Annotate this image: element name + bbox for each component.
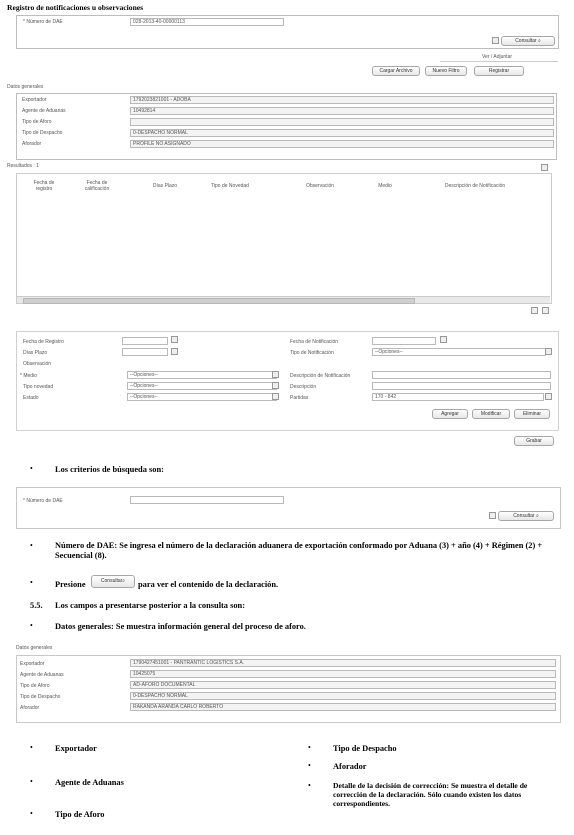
search-example-panel	[16, 487, 561, 529]
list-item: Agente de Aduanas	[55, 778, 124, 787]
col-header: Tipo de Novedad	[211, 183, 249, 189]
estado-select[interactable]: --Opciones--	[127, 393, 277, 401]
eliminar-button[interactable]: Eliminar	[514, 409, 550, 419]
chevron-down-icon[interactable]	[545, 348, 552, 355]
ff-label: Fecha de Notificación	[290, 339, 339, 345]
form-title: Registro de notificaciones u observaciones	[7, 3, 144, 12]
consultar-inline-button: Consultar⌕	[91, 575, 135, 588]
descripcion-input[interactable]	[372, 382, 551, 390]
dae-input[interactable]	[130, 496, 284, 504]
tipo-novedad-select[interactable]: --Opciones--	[127, 382, 277, 390]
calendar-icon[interactable]	[171, 336, 178, 343]
chevron-down-icon[interactable]	[545, 393, 552, 400]
criterios-text: Los criterios de búsqueda son:	[55, 465, 164, 474]
search-icon: ⌕	[122, 578, 126, 584]
dg2-label: Aforador	[20, 705, 40, 711]
search-icon: ⌕	[535, 513, 539, 519]
bullet: •	[30, 578, 33, 587]
desc-notificacion-input[interactable]	[372, 371, 551, 379]
registrar-button[interactable]: Registrar	[474, 66, 524, 76]
agregar-button[interactable]: Agregar	[432, 409, 468, 419]
bullet: •	[30, 777, 33, 786]
dg2-value: AD-AFORO DOCUMENTAL	[130, 681, 556, 689]
horizontal-scrollbar[interactable]	[17, 296, 550, 303]
dg-label: Tipo de Despacho	[22, 130, 63, 136]
presione-text: Presione	[55, 580, 86, 589]
dg-value	[130, 118, 554, 126]
col-header: Medio	[378, 183, 392, 189]
dg2-label: Tipo de Aforo	[20, 683, 50, 689]
chevron-down-icon[interactable]	[272, 393, 279, 400]
ff-label: Partidas	[290, 395, 309, 401]
partidas-select[interactable]: 170 - 842	[372, 393, 544, 401]
ff-label: Descripción	[290, 384, 317, 390]
dg2-title: Datos generales	[16, 645, 53, 651]
list-item: Detalle de la decisión de corrección: Se muestra el detalle de corrección de la declaración. Sólo cuando existen los datos correspondientes.	[333, 781, 528, 808]
grid-icon[interactable]	[531, 307, 538, 314]
col-header: Descripción de Notificación	[444, 183, 506, 189]
dg-label: Aforador	[22, 141, 42, 147]
dae-search-panel	[16, 15, 559, 49]
datos-generales-title: Datos generales	[7, 84, 44, 90]
ff-label: Estado	[23, 395, 39, 401]
dg-label: Agente de Aduanas	[22, 108, 66, 114]
dg-value: 10492814	[130, 107, 554, 115]
bullet: •	[30, 464, 33, 473]
bullet: •	[308, 761, 311, 770]
results-grid	[16, 173, 552, 304]
ff-label: * Medio	[20, 373, 37, 379]
collapse-icon[interactable]	[541, 164, 548, 171]
col-header: Fecha de registro	[33, 180, 55, 192]
ff-label: Días Plazo	[23, 350, 48, 356]
datos-generales-text: Datos generales: Se muestra información general del proceso de aforo.	[55, 622, 306, 631]
resultados-label: Resultados : 1	[7, 163, 39, 169]
dg2-value: 10425075	[130, 670, 556, 678]
nuevo-filtro-button[interactable]: Nuevo Filtro	[425, 66, 467, 76]
settings-icon[interactable]	[542, 307, 549, 314]
help-icon[interactable]	[492, 37, 499, 44]
presione-post-text: para ver el contenido de la declaración.	[138, 580, 279, 589]
fecha-notificacion-input[interactable]	[372, 337, 436, 345]
consultar-button[interactable]: Consultar ⌕	[498, 511, 554, 521]
dg-value: PROFILE NO ASIGNADO	[130, 140, 554, 148]
bullet: •	[30, 621, 33, 630]
dg2-label: Agente de Aduanas	[20, 672, 64, 678]
consultar-button[interactable]: Consultar ⌕	[501, 36, 555, 46]
section-number: 5.5.	[30, 601, 43, 610]
dg2-label: Exportador	[20, 661, 45, 667]
ff-label: Tipo de Notificación	[290, 350, 334, 356]
col-header: Fecha de calificación	[84, 180, 110, 192]
fecha-registro-input[interactable]	[122, 337, 168, 345]
dg2-value: RAKANDA ARANDA CARLO ROBERTO	[130, 703, 556, 711]
ff-label: Fecha de Registro	[23, 339, 64, 345]
bullet: •	[30, 743, 33, 752]
chevron-down-icon[interactable]	[272, 371, 279, 378]
dg-label: Tipo de Aforo	[22, 119, 52, 125]
medio-select[interactable]: --Opciones--	[127, 371, 277, 379]
search-icon: ⌕	[537, 38, 541, 44]
ff-label: Observación	[23, 361, 52, 367]
list-item: Tipo de Aforo	[55, 810, 105, 819]
col-header: Días Plazo	[152, 183, 178, 189]
bullet: •	[308, 781, 311, 790]
numero-dae-text: Número de DAE: Se ingresa el número de la declaración aduanera de exportación conformado por Aduana (3) + año (4) + Régimen (2) + Secuencial (8).	[55, 541, 543, 560]
tipo-notificacion-select[interactable]: --Opciones--	[372, 348, 546, 356]
section-text: Los campos a presentarse posterior a la consulta son:	[55, 601, 245, 610]
ff-label: Descripción de Notificación	[290, 373, 351, 379]
dg2-label: Tipo de Despacho	[20, 694, 61, 700]
dg2-value: 0-DESPACHO NORMAL	[130, 692, 556, 700]
dae-label: * Número de DAE	[23, 498, 63, 504]
ff-label: Tipo novedad	[23, 384, 54, 390]
bullet: •	[308, 743, 311, 752]
dae-label: * Número de DAE	[23, 19, 63, 25]
dias-plazo-input[interactable]	[122, 348, 168, 356]
dg-value: 0-DESPACHO NORMAL	[130, 129, 554, 137]
list-item: Aforador	[333, 762, 367, 771]
cargar-archivo-button[interactable]: Cargar Archivo	[372, 66, 420, 76]
chevron-down-icon[interactable]	[272, 382, 279, 389]
dg-label: Exportador	[22, 97, 47, 103]
help-icon[interactable]	[489, 512, 496, 519]
dg-value: 1792023821001 - ADOBA	[130, 96, 554, 104]
grabar-button[interactable]: Grabar	[514, 436, 554, 446]
calendar-icon[interactable]	[171, 348, 178, 355]
ver-adjuntar-link[interactable]: Ver / Adjuntar	[482, 54, 513, 60]
list-item: Tipo de Despacho	[333, 744, 397, 753]
bullet: •	[30, 541, 33, 550]
list-item: Exportador	[55, 744, 97, 753]
bullet: •	[30, 809, 33, 818]
dg2-value: 1790427451001 - PANTRANTIC LOGISTICS S.A.	[130, 659, 556, 667]
modificar-button[interactable]: Modificar	[472, 409, 510, 419]
col-header: Observación	[305, 183, 335, 189]
scrollbar-thumb[interactable]	[23, 298, 415, 304]
link-underline	[440, 61, 558, 62]
dae-input[interactable]: 028-2013-40-00000113	[130, 18, 284, 26]
calendar-icon[interactable]	[440, 336, 447, 343]
